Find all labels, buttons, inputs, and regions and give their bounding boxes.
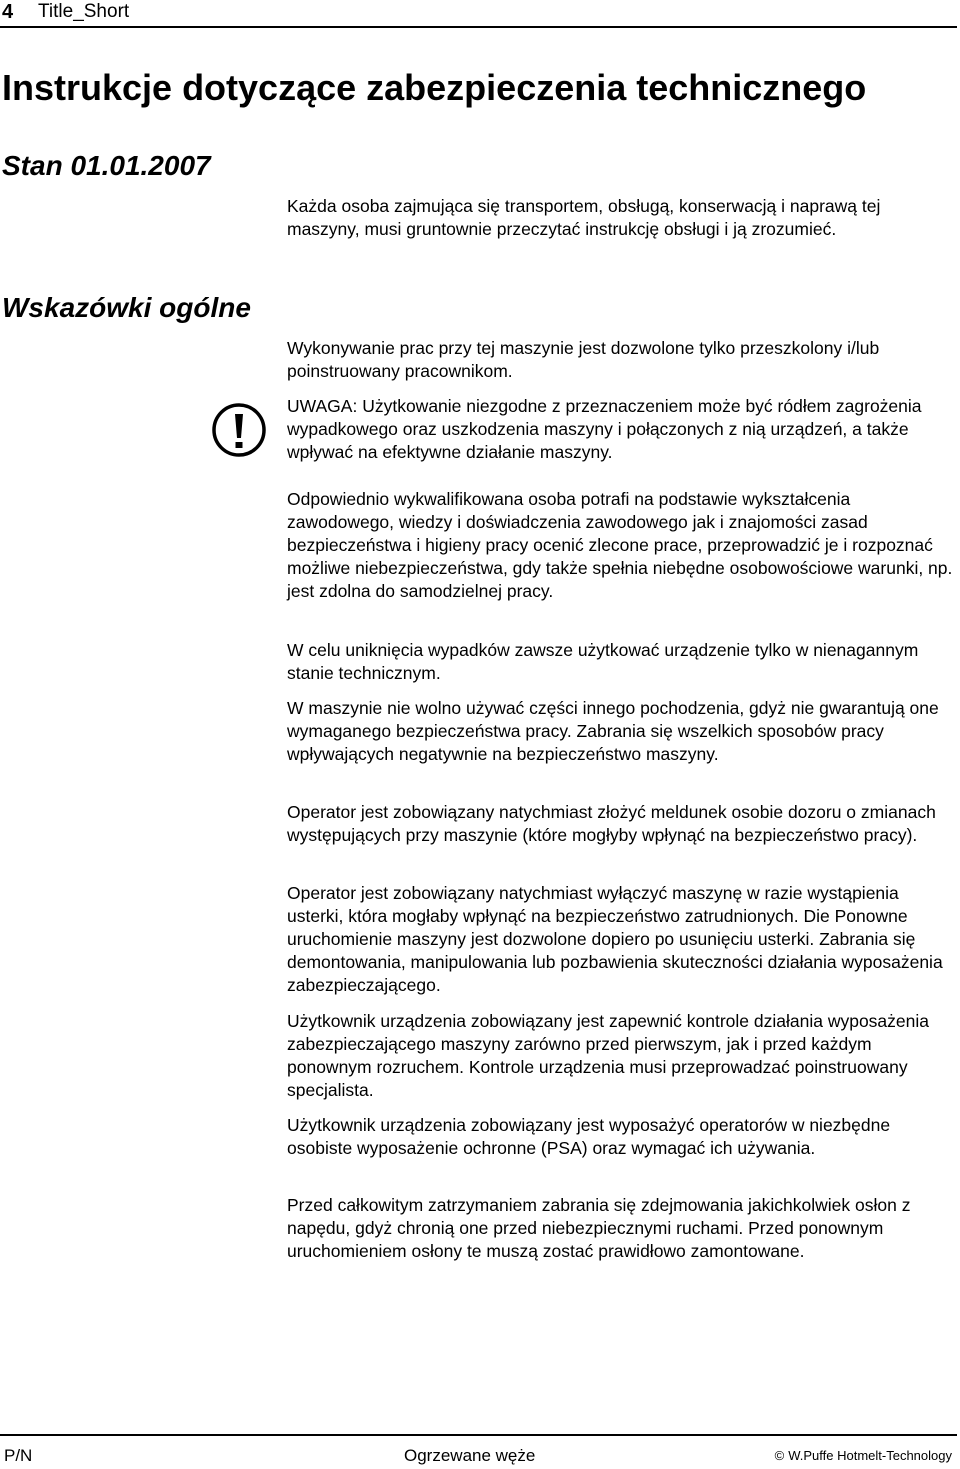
intro-text: Każda osoba zajmująca się transportem, obsługą, konserwacją i naprawą tej maszyny, musi gruntownie przeczytać instrukcję obsługi i ją zrozumieć. xyxy=(287,196,881,239)
warning-block xyxy=(287,395,955,464)
header-divider xyxy=(0,26,957,28)
paragraph-4 xyxy=(287,801,955,847)
footer-product-name: Ogrzewane węże xyxy=(404,1446,536,1465)
intro-paragraph xyxy=(287,195,955,241)
page-header xyxy=(0,0,960,28)
copyright-icon: © xyxy=(774,1448,785,1463)
paragraph-text: Użytkownik urządzenia zobowiązany jest zapewnić kontrole działania wyposażenia zabezpieczającego maszyny zarówno przed pierwszym, jak i przed każdym ponownym rozruchem. Kontrole urządzenia musi przeprowadzać poinstruowany specjalista. xyxy=(287,1011,930,1100)
date-line: Stan 01.01.2007 xyxy=(2,150,211,181)
paragraph-5 xyxy=(287,882,955,997)
paragraph-text: Przed całkowitym zatrzymaniem zabrania się zdejmowania jakichkolwiek osłon z napędu, gdyż chronią one przed niebezpiecznymi ruchami. Przed ponownym uruchomieniem osłony te muszą zostać prawidłowo zamontowane. xyxy=(287,1195,911,1261)
paragraph-text: W celu uniknięcia wypadków zawsze użytkować urządzenie tylko w nienagannym stanie technicznym. xyxy=(287,640,919,683)
exclamation-circle-icon xyxy=(211,402,267,458)
running-title: Title_Short xyxy=(38,1,130,22)
paragraph-3 xyxy=(287,697,955,766)
page-title: Instrukcje dotyczące zabezpieczenia technicznego xyxy=(2,67,867,108)
paragraph-text: Odpowiednio wykwalifikowana osoba potrafi na podstawie wykształcenia zawodowego, wiedzy i doświadczenia zawodowego jak i znajomości zasad bezpieczeństwa i higieny pracy ocenić zlecone prace, przeprowadzić je i rozpoznać możliwe niebezpieczeństwa, gdy także spełnia niebędne osobowościowe warunki, np. jest zdolna do samodzielnej pracy. xyxy=(287,489,953,601)
warning-label: UWAGA: xyxy=(287,396,358,416)
section-heading: Wskazówki ogólne xyxy=(2,292,251,323)
allowed-paragraph xyxy=(287,337,955,383)
paragraph-1 xyxy=(287,488,955,603)
paragraph-text: W maszynie nie wolno używać części innego pochodzenia, gdyż nie gwarantują one wymaganego bezpieczeństwa pracy. Zabrania się wszelkich sposobów pracy wpływających negatywnie na bezpieczeństwo maszyny. xyxy=(287,698,939,764)
paragraph-6 xyxy=(287,1010,955,1102)
footer-copyright xyxy=(775,1447,952,1465)
paragraph-text: Operator jest zobowiązany natychmiast wyłączyć maszynę w razie wystąpienia usterki, która mogłaby wpłynąć na bezpieczeństwo zatrudnionych. Die Ponowne uruchomienie maszyny jest dozwolone dopiero po usunięciu usterki. Zabrania się demontowania, manipulowania lub pozbawienia skuteczności działania wyposażenia zabezpieczającego. xyxy=(287,883,943,995)
allowed-text: Wykonywanie prac przy tej maszynie jest dozwolone tylko przeszkolony i/lub poinstruowany pracownikom. xyxy=(287,338,880,381)
paragraph-7 xyxy=(287,1114,955,1160)
warning-paragraph xyxy=(287,395,955,464)
paragraph-8 xyxy=(287,1194,955,1263)
page-number: 4 xyxy=(2,1,14,23)
paragraph-text: Użytkownik urządzenia zobowiązany jest wyposażyć operatorów w niezbędne osobiste wyposażenie ochronne (PSA) oraz wymagać ich używania. xyxy=(287,1115,891,1158)
paragraph-2 xyxy=(287,639,955,685)
footer-divider xyxy=(0,1434,957,1436)
paragraph-text: Operator jest zobowiązany natychmiast złożyć meldunek osobie dozoru o zmianach występujących przy maszynie (które mogłyby wpłynąć na bezpieczeństwo pracy). xyxy=(287,802,936,845)
footer-part-number: P/N xyxy=(4,1446,33,1465)
warning-text: Użytkowanie niezgodne z przeznaczeniem może być ródłem zagrożenia wypadkowego oraz uszkodzenia maszyny i połączonych z nią urządzeń, a także wpływać na efektywne działanie maszyny. xyxy=(287,396,922,462)
footer-company: W.Puffe Hotmelt-Technology xyxy=(788,1448,952,1463)
